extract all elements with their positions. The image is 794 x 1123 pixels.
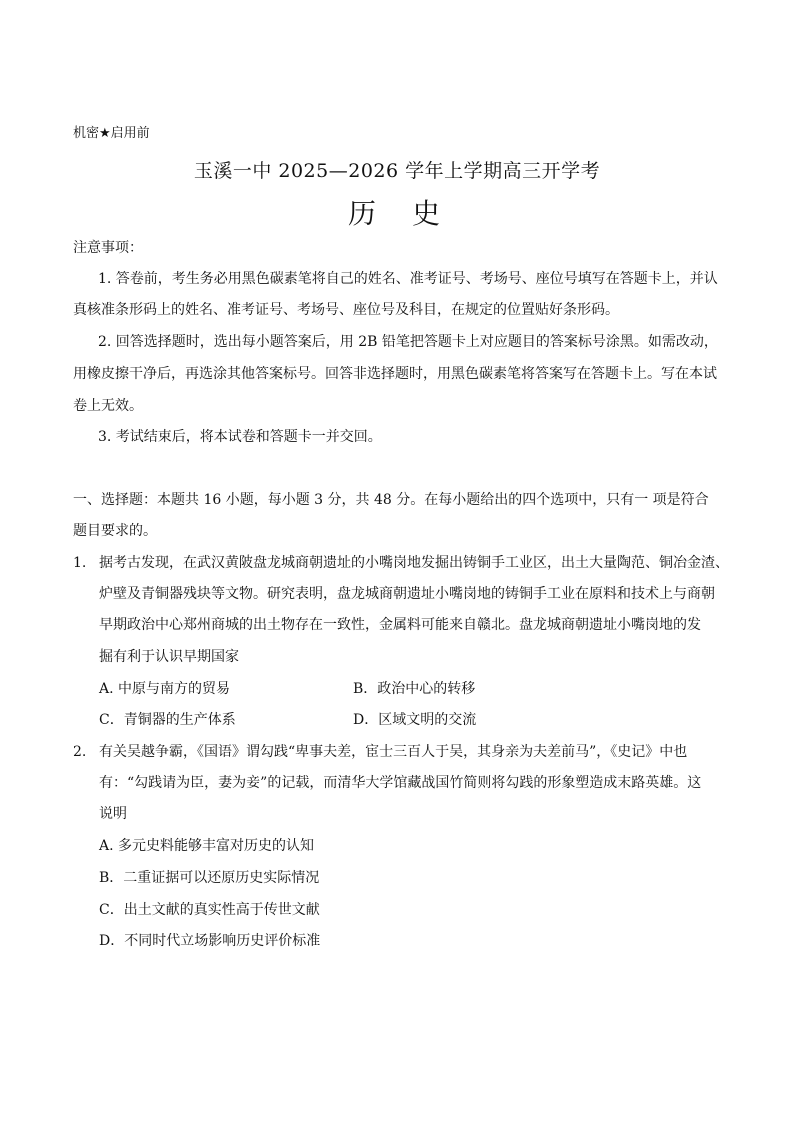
question-number: 1. — [73, 555, 87, 571]
question-1-line-3: 早期政治中心郑州商城的出土物存在一致性，金属料可能来自赣北。盘龙城商朝遗址小嘴岗地的发 — [99, 617, 701, 633]
question-1-line-2: 炉壁及青铜器残块等文物。研究表明，盘龙城商朝遗址小嘴岗地的铸铜手工业在原料和技术上与商朝 — [99, 586, 715, 602]
question-2-option-b: B．二重证据可以还原历史实际情况 — [99, 870, 320, 886]
notice-item-2-line-2: 用橡皮擦干净后，再选涂其他答案标号。回答非选择题时，用黑色碳素笔将答案写在答题卡上。写在本试 — [73, 366, 717, 382]
section-heading-line-2: 题目要求的。 — [73, 523, 157, 539]
exam-title: 玉溪一中 2025—2026 学年上学期高三开学考 — [193, 160, 601, 182]
notice-item-2-line-1: 2. 回答选择题时，选出每小题答案后，用 2B 铅笔把答题卡上对应题目的答案标号涂黑。如需改动， — [98, 334, 718, 350]
question-1-line-4: 掘有利于认识早期国家 — [99, 649, 239, 665]
confidential-label: 机密★启用前 — [73, 126, 150, 141]
question-2-option-c: C．出土文献的真实性高于传世文献 — [99, 902, 320, 918]
notice-item-3-line-1: 3. 考试结束后，将本试卷和答题卡一并交回。 — [98, 429, 382, 445]
question-2-line-2: 有：“勾践请为臣，妻为妾”的记载，而清华大学馆藏战国竹简则将勾践的形象塑造成末路英雄。这 — [99, 775, 702, 791]
question-1-option-c: C．青铜器的生产体系 — [99, 712, 236, 728]
question-number: 2. — [73, 744, 87, 760]
question-2-option-a: A. 多元史料能够丰富对历史的认知 — [99, 838, 315, 854]
notice-item-1-line-2: 真核准条形码上的姓名、准考证号、考场号、座位号及科目，在规定的位置贴好条形码。 — [73, 302, 619, 318]
notice-item-2-line-3: 卷上无效。 — [73, 398, 143, 414]
question-1-option-b: B．政治中心的转移 — [353, 681, 476, 697]
notice-heading: 注意事项： — [73, 240, 143, 256]
question-2-line-3: 说明 — [99, 806, 127, 822]
question-1-option-a: A. 中原与南方的贸易 — [99, 681, 231, 697]
notice-item-1-line-1: 1. 答卷前，考生务必用黑色碳素笔将自己的姓名、准考证号、考场号、座位号填写在答题卡上，并认 — [98, 271, 718, 287]
question-1-option-d: D．区域文明的交流 — [353, 712, 477, 728]
question-1-line-1: 据考古发现，在武汉黄陂盘龙城商朝遗址的小嘴岗地发掘出铸铜手工业区，出土大量陶范、铜冶金渣、 — [99, 555, 729, 571]
question-2-line-1: 有关吴越争霸，《国语》谓勾践“卑事夫差，宦士三百人于吴，其身亲为夫差前马”，《史记》中也 — [99, 744, 688, 760]
question-2-option-d: D．不同时代立场影响历史评价标准 — [99, 933, 321, 949]
section-heading-line-1: 一、选择题：本题共 16 小题，每小题 3 分，共 48 分。在每小题给出的四个选项中，只有一 项是符合 — [73, 492, 709, 508]
subject-title: 历史 — [347, 197, 476, 230]
